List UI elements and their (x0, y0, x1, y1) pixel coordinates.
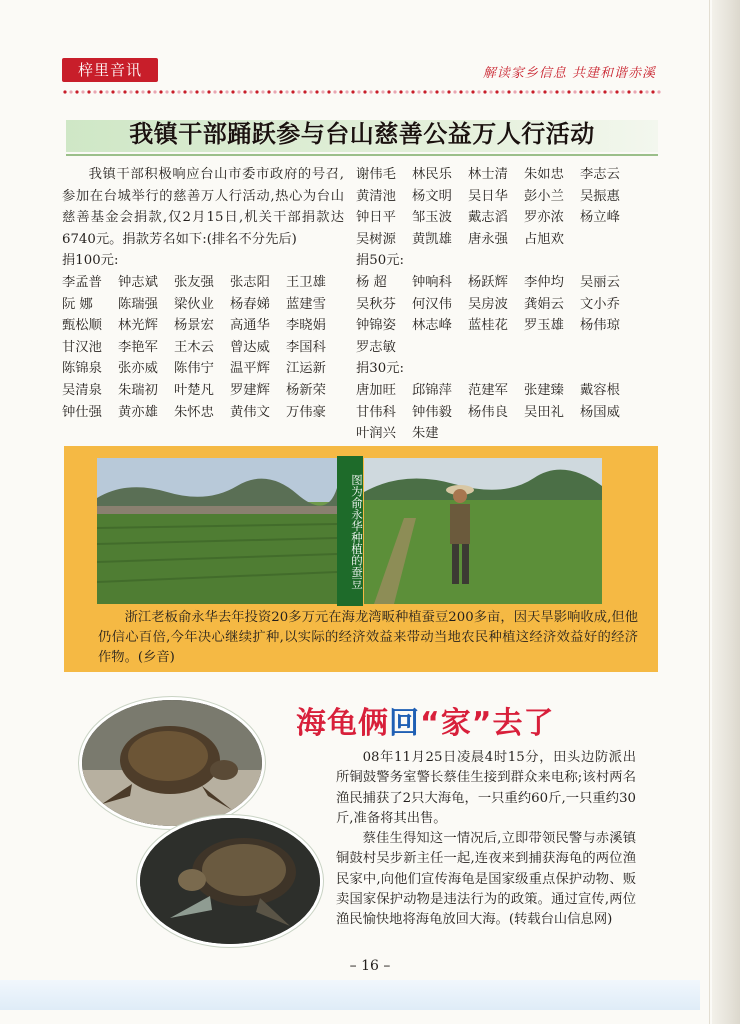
donor-name: 罗建辉 (230, 382, 270, 398)
rule-dot (243, 90, 246, 93)
article-right-column (356, 164, 656, 466)
turtle-title-part-3: “家” (420, 706, 493, 741)
donor-list-100-left (62, 272, 344, 423)
rule-dot (483, 90, 486, 93)
donor-name: 杨伟良 (468, 404, 508, 420)
rule-dot (429, 90, 432, 93)
donor-name: 林光辉 (118, 318, 158, 334)
donor-name: 邱锦萍 (412, 382, 452, 398)
rule-dot (609, 90, 612, 93)
donor-name: 张志阳 (230, 274, 270, 290)
rule-dot (495, 90, 498, 93)
donor-name: 龚娟云 (524, 296, 564, 312)
donor-name: 朱怀忠 (174, 404, 214, 420)
rule-dot (213, 90, 216, 93)
donor-name: 吴树源 (356, 231, 396, 247)
rule-dot (183, 90, 186, 93)
donor-name: 张友强 (174, 274, 214, 290)
rule-dot (603, 90, 606, 93)
rule-dot (279, 90, 282, 93)
rule-dot (105, 90, 108, 93)
rule-dot (597, 90, 600, 93)
turtle-title-part-2: 回 (389, 706, 420, 741)
photo-feature-box (64, 446, 658, 672)
rule-dot (81, 90, 84, 93)
donor-name: 叶楚凡 (174, 382, 214, 398)
rule-dot (315, 90, 318, 93)
donor-name: 张建臻 (524, 382, 564, 398)
donor-name: 吴振惠 (580, 188, 620, 204)
rule-dot (537, 90, 540, 93)
rule-dot (129, 90, 132, 93)
rule-dot (477, 90, 480, 93)
donor-name: 杨文明 (412, 188, 452, 204)
rule-dot (651, 90, 654, 93)
donor-name: 张亦威 (118, 361, 158, 377)
rule-dot (303, 90, 306, 93)
donor-name: 梁伙业 (174, 296, 214, 312)
turtle-photo-2 (140, 818, 320, 944)
rule-dot (69, 90, 72, 93)
rule-dot (171, 90, 174, 93)
rule-dot (357, 90, 360, 93)
photo-feature-text: 浙江老板俞永华去年投资20多万元在海龙湾畈种植蚕豆200多亩，因天旱影响收成,但他仍信心百倍,今年决心继续扩种,以实际的经济效益来带动当地农民种植这经济效益好的经济作物。(乡音) (98, 610, 638, 665)
donor-name: 朱建 (412, 426, 439, 442)
donor-name: 吴丽云 (580, 274, 620, 290)
turtle-photo-1 (82, 700, 262, 826)
rule-dot (381, 90, 384, 93)
donor-name: 李国科 (286, 339, 326, 355)
turtle-paragraph-1: 08年11月25日凌晨4时15分，田头边防派出所铜鼓警务室警长蔡佳生接到群众来电称;该村两名渔民捕获了2只大海龟，一只重约60斤,一只重约30斤,准备将其出售。 (336, 750, 636, 826)
rule-dot (459, 90, 462, 93)
page-spine-shadow (712, 0, 740, 1024)
rule-dot (345, 90, 348, 93)
rule-dot (507, 90, 510, 93)
donor-name: 甘伟科 (356, 404, 396, 420)
rule-dot (573, 90, 576, 93)
rule-dot (417, 90, 420, 93)
rule-dot (555, 90, 558, 93)
donor-name: 曾达威 (230, 339, 270, 355)
rule-dot (99, 90, 102, 93)
rule-dot (195, 90, 198, 93)
donor-name: 吴房波 (468, 296, 508, 312)
donor-name: 朱如忠 (524, 167, 564, 182)
donor-name: 占旭欢 (524, 231, 564, 247)
rule-dot (249, 90, 252, 93)
rule-dot (627, 90, 630, 93)
donor-name: 罗玉雄 (524, 318, 564, 334)
donor-name: 罗亦浓 (524, 210, 564, 226)
rule-dot (369, 90, 372, 93)
donor-name: 文小乔 (580, 296, 620, 312)
rule-dot (273, 90, 276, 93)
rule-dot (147, 90, 150, 93)
donor-name: 唐加旺 (356, 382, 396, 398)
rule-dot (231, 90, 234, 93)
rule-dot (591, 90, 594, 93)
rule-dot (117, 90, 120, 93)
donor-name: 黄伟文 (230, 404, 270, 420)
rule-dot (255, 90, 258, 93)
rule-dot (567, 90, 570, 93)
donor-name: 李志云 (580, 167, 620, 182)
donor-name: 戴容根 (580, 382, 620, 398)
donor-name: 蓝建雪 (286, 296, 326, 312)
rule-dot (645, 90, 648, 93)
donor-name: 钟志斌 (118, 274, 158, 290)
rule-dot (453, 90, 456, 93)
rule-dot (261, 90, 264, 93)
rule-dot (207, 90, 210, 93)
rule-dot (201, 90, 204, 93)
rule-dot (165, 90, 168, 93)
rule-dot (447, 90, 450, 93)
rule-dot (177, 90, 180, 93)
rule-dot (513, 90, 516, 93)
donor-list-30 (356, 380, 656, 445)
rule-dot (519, 90, 522, 93)
donor-name: 高通华 (230, 318, 270, 334)
rule-dot (153, 90, 156, 93)
rule-dot (363, 90, 366, 93)
donor-name: 钟仕强 (62, 404, 102, 420)
donor-name: 杨新荣 (286, 382, 326, 398)
donor-name: 钟日平 (356, 210, 396, 226)
rule-dot (615, 90, 618, 93)
article-left-column (62, 164, 344, 423)
turtle-title-part-1: 海龟俩 (296, 706, 389, 741)
donor-name: 林志峰 (412, 318, 452, 334)
rule-dot (267, 90, 270, 93)
donor-name: 朱瑞初 (118, 382, 158, 398)
rule-dot (399, 90, 402, 93)
donor-name: 李晓娟 (286, 318, 326, 334)
rule-dot (297, 90, 300, 93)
donor-list-50 (356, 272, 656, 358)
donation-label-100: 捐100元: (62, 253, 119, 269)
rule-dot (561, 90, 564, 93)
rule-dot (291, 90, 294, 93)
donor-name: 黄清池 (356, 188, 396, 204)
turtle-article-body (336, 748, 636, 931)
donor-name: 杨春娣 (230, 296, 270, 312)
rule-dot (375, 90, 378, 93)
donor-name: 江运新 (286, 361, 326, 377)
rule-dot (471, 90, 474, 93)
rule-dot (525, 90, 528, 93)
donor-name: 王卫雄 (286, 274, 326, 290)
donor-name: 彭小兰 (524, 188, 564, 204)
donor-name: 黄凯雄 (412, 231, 452, 247)
donor-list-100-right (356, 164, 656, 250)
donor-name: 林民乐 (412, 167, 452, 182)
donor-name: 陈锦泉 (62, 361, 102, 377)
rule-dot (411, 90, 414, 93)
rule-dot (405, 90, 408, 93)
rule-dot (579, 90, 582, 93)
rule-dot (465, 90, 468, 93)
section-tag: 梓里音讯 (62, 58, 158, 82)
donor-name: 钟响科 (412, 274, 452, 290)
rule-dot (285, 90, 288, 93)
rule-dot (111, 90, 114, 93)
rule-dot (63, 90, 66, 93)
rule-dot (189, 90, 192, 93)
turtle-paragraph-2: 蔡佳生得知这一情况后,立即带领民警与赤溪镇铜鼓村吴步新主任一起,连夜来到捕获海龟的两位渔民家中,向他们宣传海龟是国家级重点保护动物、贩卖国家保护动物是违法行为的政策。通过宣传,两位渔民愉快地将海龟放回大海。(转载台山信息网) (336, 831, 636, 928)
rule-dot (657, 90, 660, 93)
donation-label-50: 捐50元: (356, 253, 404, 269)
page-number: – 16 – (349, 958, 391, 974)
turtle-article-title (296, 698, 554, 742)
donor-name: 吴田礼 (524, 404, 564, 420)
donor-name: 戴志滔 (468, 210, 508, 226)
donor-name: 杨 超 (356, 274, 387, 290)
donor-name: 甘汉池 (62, 339, 102, 355)
bean-field-photo-left (97, 458, 337, 604)
rule-dot (159, 90, 162, 93)
rule-dot (531, 90, 534, 93)
donor-name: 杨立峰 (580, 210, 620, 226)
rule-dot (633, 90, 636, 93)
rule-dot (225, 90, 228, 93)
rule-dot (327, 90, 330, 93)
binding-line (709, 0, 710, 1024)
turtle-title-part-4: 去了 (492, 706, 555, 741)
donor-name: 钟伟毅 (412, 404, 452, 420)
article-title: 我镇干部踊跃参与台山慈善公益万人行活动 (129, 120, 595, 148)
donor-name: 杨伟琼 (580, 318, 620, 334)
donor-name: 李艳军 (118, 339, 158, 355)
donor-name: 阮 娜 (62, 296, 93, 312)
donor-name: 何汉伟 (412, 296, 452, 312)
donor-name: 杨跃辉 (468, 274, 508, 290)
rule-dot (549, 90, 552, 93)
header-slogan: 解读家乡信息 共建和谐赤溪 (482, 66, 656, 81)
rule-dot (351, 90, 354, 93)
donor-name: 罗志敏 (356, 339, 396, 355)
rule-dot (123, 90, 126, 93)
donor-name: 吴秋芬 (356, 296, 396, 312)
donor-name: 钟锦姿 (356, 318, 396, 334)
rule-dot (333, 90, 336, 93)
rule-dot (321, 90, 324, 93)
donor-name: 黄亦雄 (118, 404, 158, 420)
rule-dot (93, 90, 96, 93)
bean-field-photo-right (364, 458, 602, 604)
donor-name: 温平辉 (230, 361, 270, 377)
donor-name: 吴清泉 (62, 382, 102, 398)
rule-dot (387, 90, 390, 93)
donor-name: 叶润兴 (356, 426, 396, 442)
photo-vertical-caption: 图为俞永华种植的蚕豆 (337, 456, 363, 606)
donor-name: 李孟普 (62, 274, 102, 290)
rule-dot (639, 90, 642, 93)
donor-name: 邹玉波 (412, 210, 452, 226)
donor-name: 万伟豪 (286, 404, 326, 420)
rule-dot (135, 90, 138, 93)
rule-dot (393, 90, 396, 93)
donor-name: 范建军 (468, 382, 508, 398)
donor-name: 谢伟毛 (356, 167, 396, 182)
donor-name: 李仲均 (524, 274, 564, 290)
rule-dot (75, 90, 78, 93)
donor-name: 吴日华 (468, 188, 508, 204)
rule-dot (543, 90, 546, 93)
donor-name: 杨国威 (580, 404, 620, 420)
donor-name: 陈伟宁 (174, 361, 214, 377)
title-underline (66, 154, 658, 156)
rule-dot (219, 90, 222, 93)
donor-name: 唐永强 (468, 231, 508, 247)
donor-name: 杨景宏 (174, 318, 214, 334)
rule-dot (585, 90, 588, 93)
rule-dot (441, 90, 444, 93)
donor-name: 甄松顺 (62, 318, 102, 334)
rule-dot (501, 90, 504, 93)
footer-band (0, 980, 700, 1010)
article-intro: 我镇干部积极响应台山市委市政府的号召,参加在台城举行的慈善万人行活动,热心为台山慈善基金会捐款,仅2月15日,机关干部捐款达6740元。捐款芳名如下:(排名不分先后) (62, 167, 344, 247)
rule-dot (621, 90, 624, 93)
donor-name: 王木云 (174, 339, 214, 355)
donor-name: 蓝桂花 (468, 318, 508, 334)
rule-dot (141, 90, 144, 93)
rule-dot (237, 90, 240, 93)
rule-dot (339, 90, 342, 93)
donor-name: 陈瑞强 (118, 296, 158, 312)
donor-name: 林士清 (468, 167, 508, 182)
rule-dot (435, 90, 438, 93)
rule-dot (423, 90, 426, 93)
rule-dot (87, 90, 90, 93)
rule-dot (489, 90, 492, 93)
header-dot-rule (62, 86, 662, 98)
rule-dot (309, 90, 312, 93)
donation-label-30: 捐30元: (356, 361, 404, 377)
